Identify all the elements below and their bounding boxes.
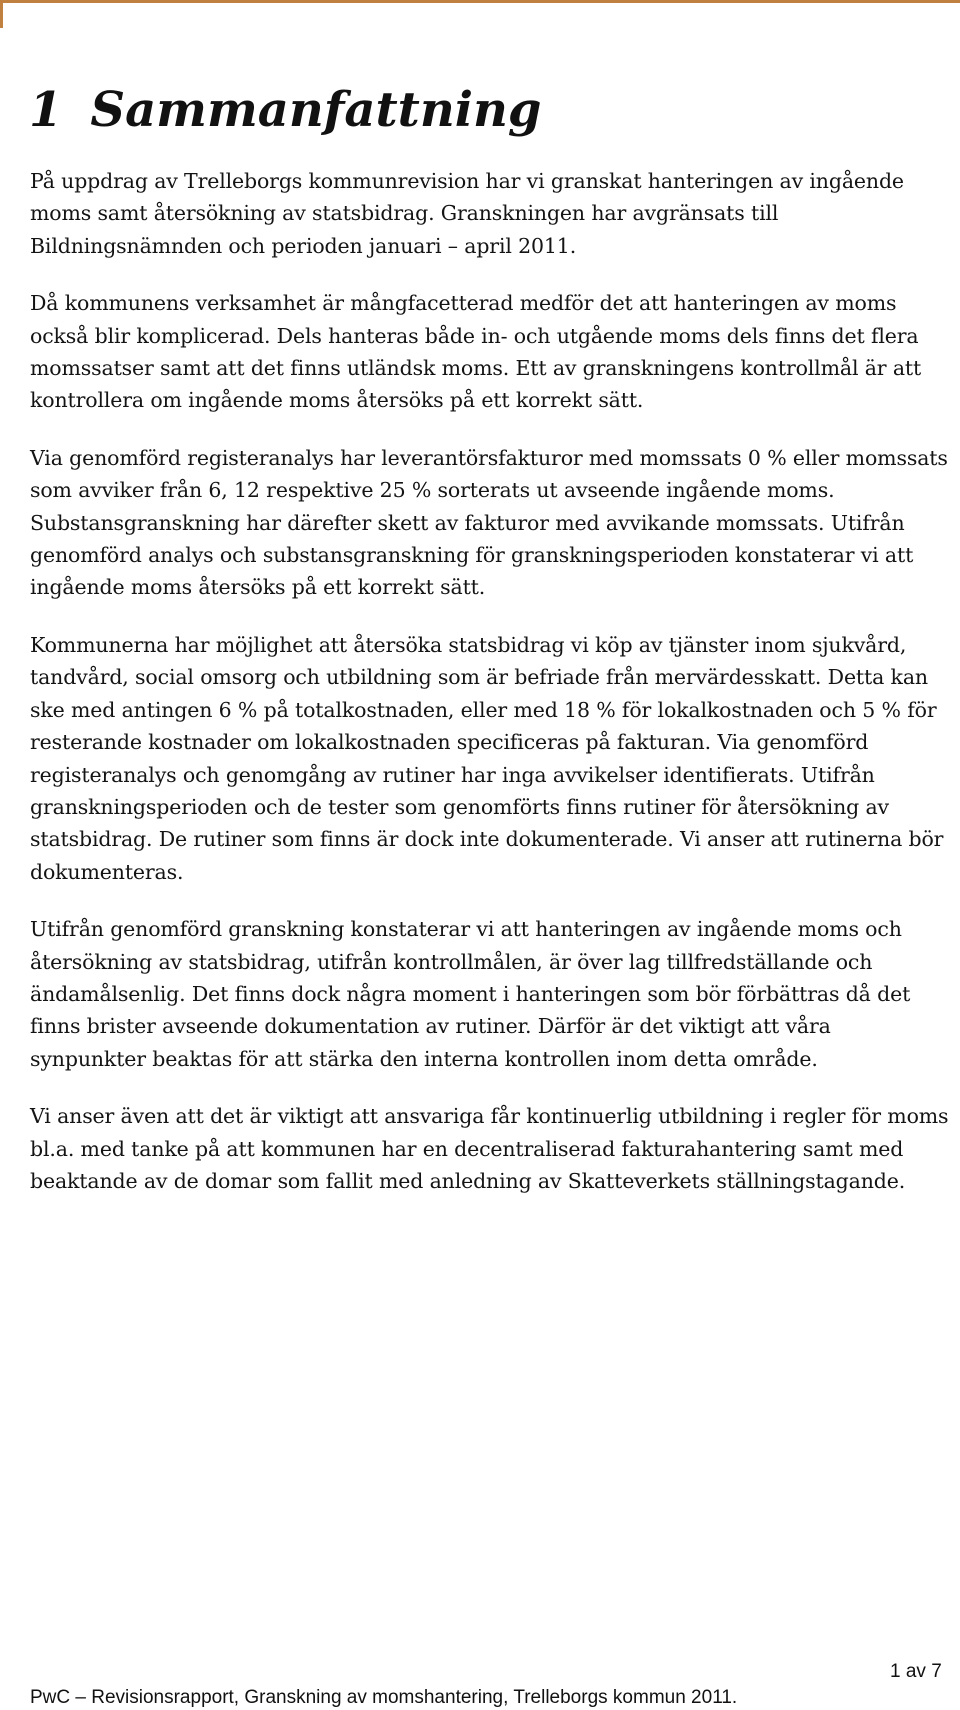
top-border-line xyxy=(0,0,960,3)
paragraph-complexity: Då kommunens verksamhet är mångfacetterad medför det att hanteringen av moms också blir komplicerad. Dels hanteras både in- och utgående moms dels finns det flera momssatser samt att det finns utländsk moms. Ett av granskningens kontrollmål är att kontrollera om ingående moms återsöks på ett korrekt sätt. xyxy=(30,291,922,413)
footer-text: PwC – Revisionsrapport, Granskning av momshantering, Trelleborgs kommun 2011. xyxy=(30,1687,738,1708)
paragraph-scope: På uppdrag av Trelleborgs kommunrevision har vi granskat hanteringen av ingående moms samt återsökning av statsbidrag. Granskningen har avgränsats till Bildningsnämnden och perioden januari – april 2011. xyxy=(30,169,904,258)
section-number: 1 xyxy=(29,82,63,138)
section-title: Sammanfattning xyxy=(90,82,542,138)
paragraph-state-grants: Kommunerna har möjlighet att återsöka statsbidrag vi köp av tjänster inom sjukvård, tandvård, social omsorg och utbildning som är befriade från mervärdesskatt. Detta kan ske med antingen 6 % på totalkostnaden, eller med 18 % för lokalkostnaden och 5 % för resterande kostnader om lokalkostnaden specificeras på fakturan. Via genomförd registeranalys och genomgång av rutiner har inga avvikelser identifierats. Utifrån granskningsperioden och de tester som genomförts finns rutiner för återsökning av statsbidrag. De rutiner som finns är dock inte dokumenterade. Vi anser att rutinerna bör dokumenteras. xyxy=(30,632,944,884)
page-number: 1 av 7 xyxy=(890,1661,942,1682)
paragraph-register-analysis: Via genomförd registeranalys har leverantörsfakturor med momssats 0 % eller momssats som avviker från 6, 12 respektive 25 % sorterats ut avseende ingående moms. Substansgranskning har därefter skett av fakturor med avvikande momssats. Utifrån genomförd analys och substansgranskning för granskningsperioden konstaterar vi att ingående moms återsöks på ett korrekt sätt. xyxy=(30,445,948,600)
paragraph-conclusion: Utifrån genomförd granskning konstaterar vi att hanteringen av ingående moms och återsökning av statsbidrag, utifrån kontrollmålen, är över lag tillfredställande och ändamålsenlig. Det finns dock några moment i hanteringen som bör förbättras då det finns brister avseende dokumentation av rutiner. Därför är det viktigt att våra synpunkter beaktas för att stärka den interna kontrollen inom detta område. xyxy=(30,917,911,1071)
body-text xyxy=(30,165,952,1222)
paragraph-training: Vi anser även att det är viktigt att ansvariga får kontinuerlig utbildning i regler för moms bl.a. med tanke på att kommunen har en decentraliserad fakturahantering samt med beaktande av de domar som fallit med anledning av Skatteverkets ställningstagande. xyxy=(30,1104,949,1193)
section-heading xyxy=(29,78,541,142)
top-corner-mark xyxy=(0,0,3,28)
